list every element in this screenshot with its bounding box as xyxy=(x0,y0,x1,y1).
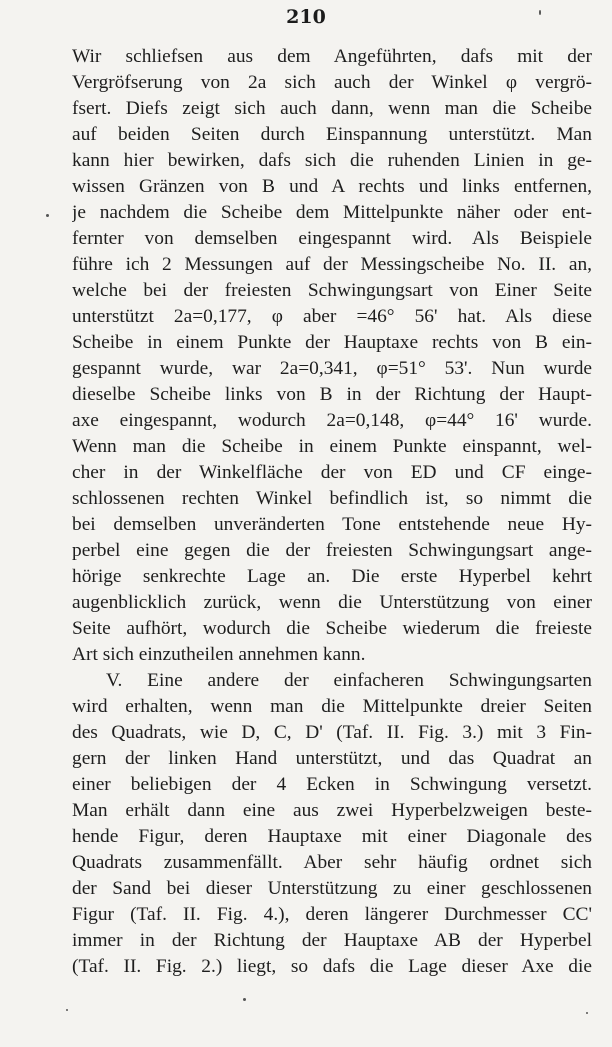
text-line: hende Figur, deren Hauptaxe mit einer Diagonale des xyxy=(72,826,592,847)
text-line: wird erhalten, wenn man die Mittelpunkte dreier Seiten xyxy=(72,696,592,717)
text-line: axe eingespannt, wodurch 2a=0,148, φ=44° 16' wurde. xyxy=(72,410,592,431)
text-line: perbel eine gegen die der freiesten Schwingungsart ange- xyxy=(72,540,592,561)
scan-speck xyxy=(243,998,246,1001)
text-line: hörige senkrechte Lage an. Die erste Hyperbel kehrt xyxy=(72,566,592,587)
text-line: Figur (Taf. II. Fig. 4.), deren längerer Durchmesser CC' xyxy=(72,904,592,925)
text-line: unterstützt 2a=0,177, φ aber =46° 56' hat. Als diese xyxy=(72,306,592,327)
text-line: immer in der Richtung der Hauptaxe AB der Hyperbel xyxy=(72,930,592,951)
body-text xyxy=(72,44,592,980)
text-line: augenblicklich zurück, wenn die Unterstützung von einer xyxy=(72,592,592,613)
text-line: bei demselben unveränderten Tone entstehende neue Hy- xyxy=(72,514,592,535)
text-line: dieselbe Scheibe links von B in der Richtung der Haupt- xyxy=(72,384,592,405)
text-line: schlossenen rechten Winkel befindlich ist, so nimmt die xyxy=(72,488,592,509)
text-line: des Quadrats, wie D, C, D' (Taf. II. Fig. 3.) mit 3 Fin- xyxy=(72,722,592,743)
text-line: cher in der Winkelfläche der von ED und CF einge- xyxy=(72,462,592,483)
text-line: führe ich 2 Messungen auf der Messingscheibe No. II. an, xyxy=(72,254,592,275)
scan-speck xyxy=(46,214,49,217)
text-line: welche bei der freiesten Schwingungsart von Einer Seite xyxy=(72,280,592,301)
text-line: gern der linken Hand unterstützt, und das Quadrat an xyxy=(72,748,592,769)
text-line: Seite aufhört, wodurch die Scheibe wiederum die freieste xyxy=(72,618,592,639)
text-line: auf beiden Seiten durch Einspannung unterstützt. Man xyxy=(72,124,592,145)
scan-speck xyxy=(539,10,541,15)
text-line: Quadrats zusammenfällt. Aber sehr häufig ordnet sich xyxy=(72,852,592,873)
scan-speck xyxy=(66,1009,68,1011)
text-line: Scheibe in einem Punkte der Hauptaxe rechts von B ein- xyxy=(72,332,592,353)
text-line: einer beliebigen der 4 Ecken in Schwingung versetzt. xyxy=(72,774,592,795)
section-start-line: V. Eine andere der einfacheren Schwingungsarten xyxy=(106,670,592,691)
text-line: Man erhält dann eine aus zwei Hyperbelzweigen beste- xyxy=(72,800,592,821)
text-line: fsert. Diefs zeigt sich auch dann, wenn man die Scheibe xyxy=(72,98,592,119)
text-line: der Sand bei dieser Unterstützung zu einer geschlossenen xyxy=(72,878,592,899)
paragraph-last-line: Art sich einzutheilen annehmen kann. xyxy=(72,644,366,665)
text-line: gespannt wurde, war 2a=0,341, φ=51° 53'. Nun wurde xyxy=(72,358,592,379)
text-line: fernter von demselben eingespannt wird. Als Beispiele xyxy=(72,228,592,249)
text-line: Wir schliefsen aus dem Angeführten, dafs mit der xyxy=(72,46,592,67)
page-number: 210 xyxy=(286,6,326,28)
text-line: kann hier bewirken, dafs sich die ruhenden Linien in ge- xyxy=(72,150,592,171)
text-line: Vergröfserung von 2a sich auch der Winkel φ vergrö- xyxy=(72,72,592,93)
text-line: je nachdem die Scheibe dem Mittelpunkte näher oder ent- xyxy=(72,202,592,223)
text-line: Wenn man die Scheibe in einem Punkte einspannt, wel- xyxy=(72,436,592,457)
text-line: wissen Gränzen von B und A rechts und links entfernen, xyxy=(72,176,592,197)
scan-speck xyxy=(586,1012,588,1014)
text-line: (Taf. II. Fig. 2.) liegt, so dafs die Lage dieser Axe die xyxy=(72,956,592,977)
